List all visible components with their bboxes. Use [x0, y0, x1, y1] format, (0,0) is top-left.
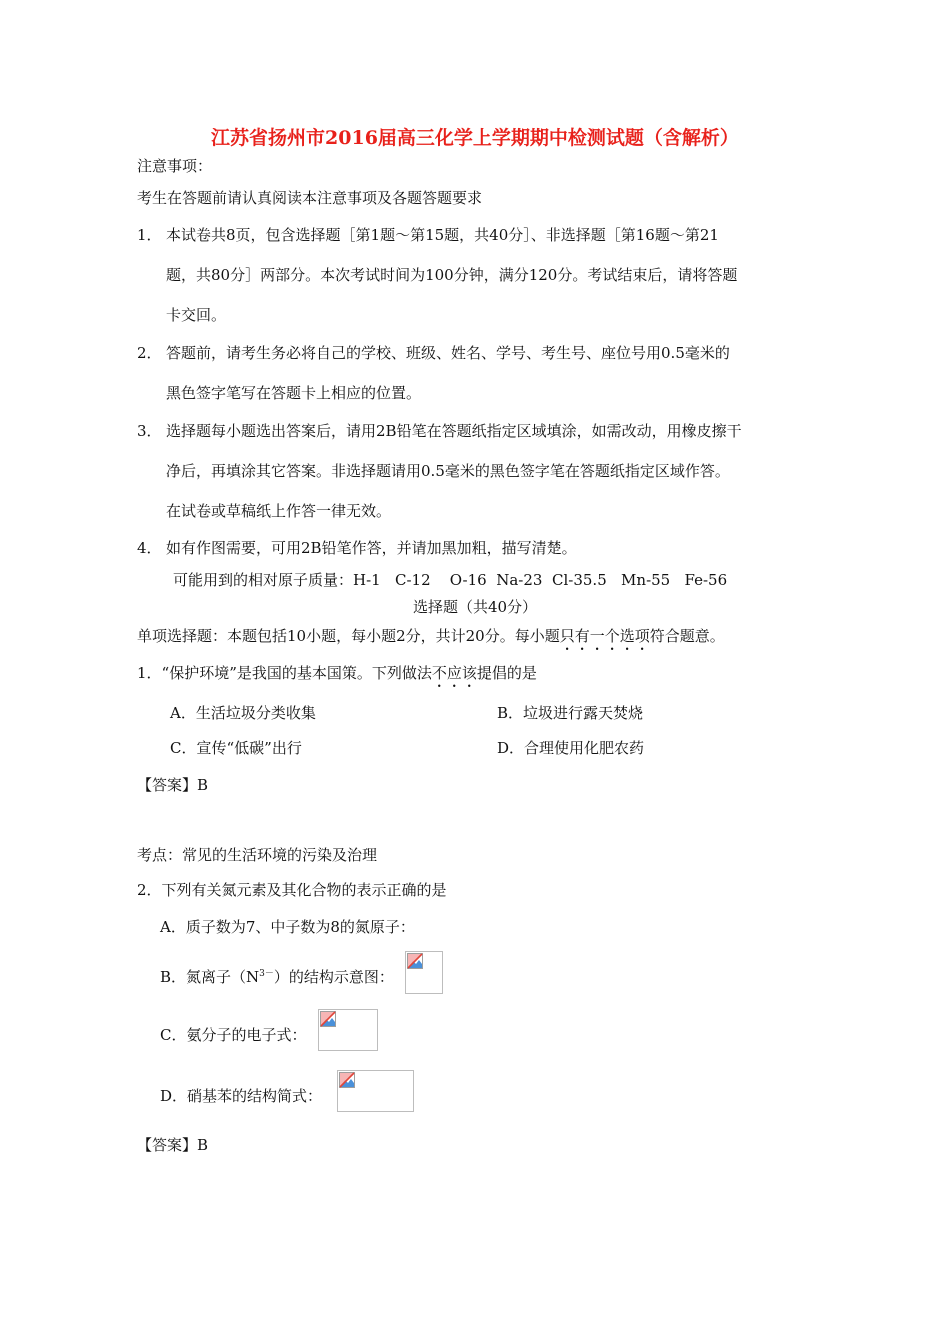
rule-line: 黑色签字笔写在答题卡上相应的位置。 [166, 384, 422, 402]
q2-answer: 【答案】B [137, 1136, 209, 1154]
question-1-stem [137, 663, 537, 691]
broken-image-icon [339, 1072, 355, 1088]
broken-image-placeholder [318, 1009, 378, 1051]
rule-number: 2． [137, 344, 162, 362]
broken-image-icon [320, 1011, 336, 1027]
broken-image-placeholder [405, 951, 443, 994]
section-title: 选择题（共40分） [412, 598, 538, 616]
q1-answer: 【答案】B [137, 776, 209, 794]
q1-option-d: D．合理使用化肥农药 [497, 739, 645, 757]
stem-text: 1．“保护环境”是我国的基本国策。下列做法 [137, 664, 432, 682]
instruction-text: 单项选择题：本题包括10小题，每小题2分，共计20分。每小题 [137, 627, 560, 645]
option-text: B．氮离子（N [160, 968, 260, 986]
rule-line: 题，共80分］两部分。本次考试时间为100分钟，满分120分。考试结束后，请将答题 [166, 266, 738, 284]
option-text: ）的结构示意图： [273, 968, 394, 986]
q2-option-b [160, 964, 394, 987]
q2-option-a: A．质子数为7、中子数为8的氮原子： [160, 918, 415, 936]
document-title: 江苏省扬州市2016届高三化学上学期期中检测试题（含解析） [211, 127, 739, 149]
question-2-stem: 2．下列有关氮元素及其化合物的表示正确的是 [137, 881, 447, 899]
q1-option-b: B．垃圾进行露天焚烧 [497, 704, 644, 722]
rule-number: 3． [137, 422, 162, 440]
rule-line: 在试卷或草稿纸上作答一律无效。 [166, 502, 392, 520]
q2-option-d: D．硝基苯的结构简式： [160, 1087, 323, 1105]
broken-image-placeholder [337, 1070, 414, 1112]
q1-kaodian: 考点：常见的生活环境的污染及治理 [137, 846, 378, 864]
rule-line: 选择题每小题选出答案后，请用2B铅笔在答题纸指定区域填涂，如需改动，用橡皮擦干 [166, 422, 742, 440]
q2-option-c: C．氨分子的电子式： [160, 1026, 307, 1044]
notice-heading: 注意事项： [137, 157, 213, 175]
q1-option-c: C．宣传“低碳”出行 [170, 739, 302, 757]
rule-number: 1． [137, 226, 162, 244]
stem-text: 提倡的是 [476, 664, 537, 682]
instruction-text: 符合题意。 [649, 627, 725, 645]
rule-line: 本试卷共8页，包含选择题［第1题～第15题，共40分］、非选择题［第16题～第21 [166, 226, 719, 244]
rule-line: 答题前，请考生务必将自己的学校、班级、姓名、学号、考生号、座位号用0.5毫米的 [166, 344, 730, 362]
ion-charge: 3－ [259, 969, 274, 979]
notice-intro: 考生在答题前请认真阅读本注意事项及各题答题要求 [137, 189, 483, 207]
rule-number: 4． [137, 539, 162, 557]
rule-line: 净后，再填涂其它答案。非选择题请用0.5毫米的黑色签字笔在答题纸指定区域作答。 [166, 462, 730, 480]
broken-image-icon [407, 953, 423, 969]
emphasized-text: 不应该 [431, 664, 477, 682]
rule-line: 如有作图需要，可用2B铅笔作答，并请加黑加粗，描写清楚。 [166, 539, 577, 557]
rule-line: 卡交回。 [166, 306, 227, 324]
single-choice-instructions [137, 626, 725, 654]
emphasized-text: 只有一个选项 [559, 627, 650, 645]
atomic-masses: 可能用到的相对原子质量：H-1 C-12 O-16 Na-23 Cl-35.5 Mn-55 Fe-56 [173, 571, 728, 589]
q1-option-a: A．生活垃圾分类收集 [170, 704, 316, 722]
